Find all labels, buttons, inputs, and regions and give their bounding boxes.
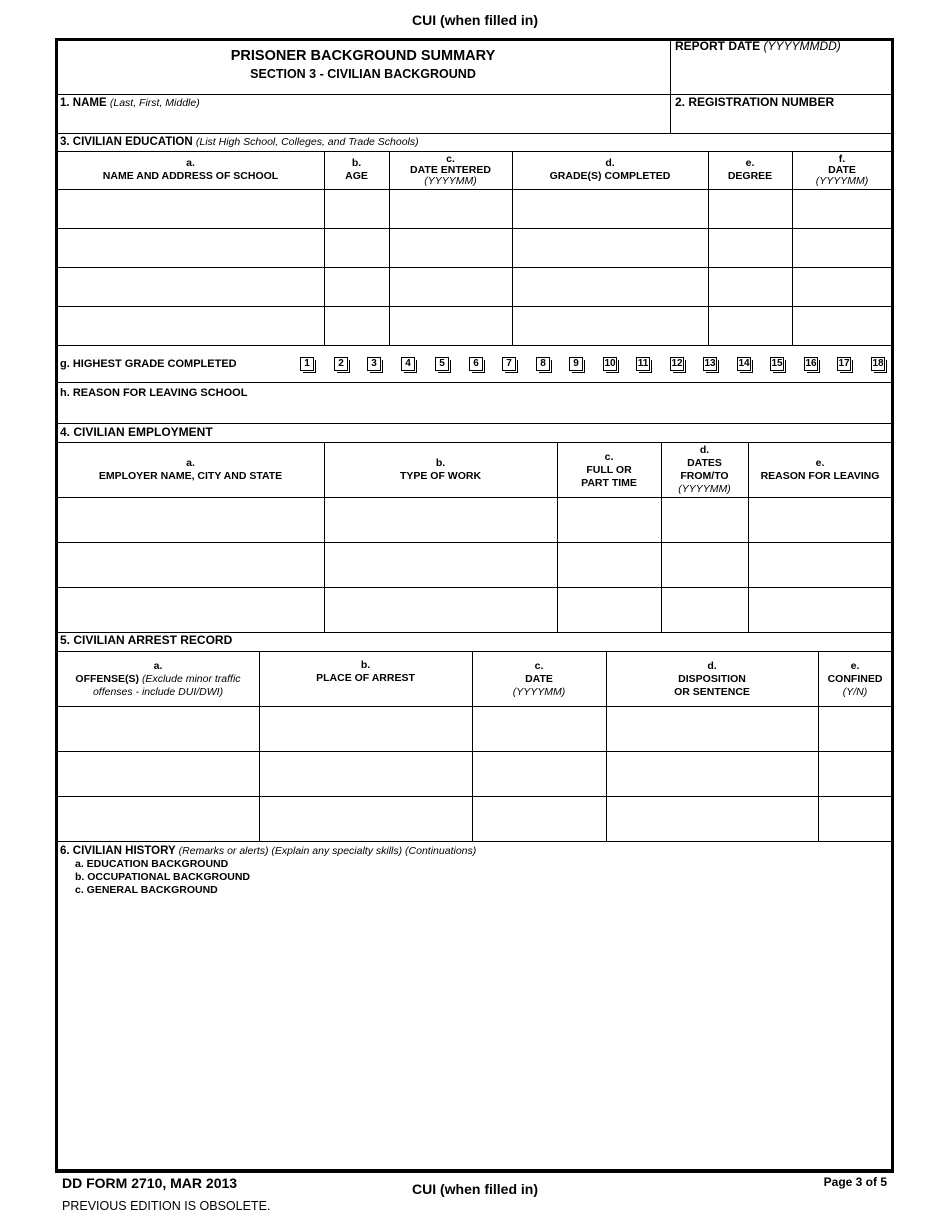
history-item-general: c. GENERAL BACKGROUND (75, 884, 218, 896)
emp-col-employer-header: a. EMPLOYER NAME, CITY AND STATE (98, 457, 283, 482)
education-row[interactable] (57, 307, 892, 345)
emp-col-fullpart-header: c. FULL OR PART TIME (581, 450, 637, 489)
report-date-field[interactable] (671, 55, 891, 93)
edu-col-date-header: f. DATE (YYYYMM) (815, 152, 869, 187)
history-item-education: a. EDUCATION BACKGROUND (75, 858, 229, 870)
page-number: Page 3 of 5 (823, 1175, 887, 1189)
edu-col-degree-header: e. DEGREE (727, 157, 773, 182)
history-remarks-field[interactable] (58, 900, 891, 1168)
arrest-col-date-header: c. DATE (YYYYMM) (512, 659, 566, 698)
grade-checkbox-5[interactable]: 5 (435, 357, 449, 371)
employment-row[interactable] (57, 588, 892, 632)
arrest-col-place-header: b. PLACE OF ARREST (316, 659, 415, 684)
grade-checkbox-9[interactable]: 9 (569, 357, 583, 371)
edu-col-date-entered-header: c. DATE ENTERED (YYYYMM) (410, 152, 491, 187)
grade-checkbox-10[interactable]: 10 (604, 358, 616, 369)
form-number: DD FORM 2710, MAR 2013 (62, 1175, 238, 1191)
edu-col-grades-header: d. GRADE(S) COMPLETED (549, 157, 671, 182)
education-row[interactable] (57, 190, 892, 228)
reason-leaving-school-label: h. REASON FOR LEAVING SCHOOL (60, 387, 248, 399)
name-field[interactable] (58, 110, 668, 132)
highest-grade-label: g. HIGHEST GRADE COMPLETED (60, 358, 237, 370)
emp-col-reason-header: e. REASON FOR LEAVING (760, 457, 880, 482)
grade-checkbox-8[interactable]: 8 (536, 357, 550, 371)
arrest-row[interactable] (57, 752, 892, 796)
education-label: 3. CIVILIAN EDUCATION (List High School, Colleges, and Trade Schools) (60, 136, 419, 148)
emp-col-type-header: b. TYPE OF WORK (399, 457, 482, 482)
arrest-row[interactable] (57, 707, 892, 751)
grade-checkbox-4[interactable]: 4 (401, 357, 415, 371)
arrest-row[interactable] (57, 797, 892, 841)
grade-checkbox-1[interactable]: 1 (300, 357, 314, 371)
education-row[interactable] (57, 268, 892, 306)
employment-row[interactable] (57, 543, 892, 587)
grade-checkbox-6[interactable]: 6 (469, 357, 483, 371)
grade-checkbox-15[interactable]: 15 (771, 358, 783, 369)
registration-label: 2. REGISTRATION NUMBER (675, 95, 835, 109)
grade-checkbox-17[interactable]: 17 (838, 358, 850, 369)
grade-checkbox-12[interactable]: 12 (671, 358, 683, 369)
grade-checkbox-14[interactable]: 14 (738, 358, 750, 369)
grade-checkbox-11[interactable]: 11 (637, 358, 649, 369)
report-date-label: REPORT DATE (YYYYMMDD) (675, 39, 841, 53)
employment-label: 4. CIVILIAN EMPLOYMENT (60, 425, 213, 439)
education-row[interactable] (57, 229, 892, 267)
arrest-label: 5. CIVILIAN ARREST RECORD (60, 633, 233, 647)
grade-checkbox-13[interactable]: 13 (704, 358, 716, 369)
form-subtitle: SECTION 3 - CIVILIAN BACKGROUND (250, 67, 476, 81)
arrest-col-confined-header: e. CONFINED (Y/N) (827, 659, 883, 698)
cui-marking-top: CUI (when filled in) (412, 12, 538, 28)
registration-field[interactable] (671, 110, 891, 132)
arrest-col-disposition-header: d. DISPOSITION OR SENTENCE (674, 659, 750, 698)
grade-checkbox-18[interactable]: 18 (872, 358, 884, 369)
emp-col-dates-header: d. DATES FROM/TO (YYYYMM) (678, 444, 731, 495)
grade-checkbox-3[interactable]: 3 (367, 357, 381, 371)
obsolete-note: PREVIOUS EDITION IS OBSOLETE. (62, 1199, 271, 1213)
history-item-occupational: b. OCCUPATIONAL BACKGROUND (75, 871, 250, 883)
name-label: 1. NAME (Last, First, Middle) (60, 97, 200, 109)
history-label: 6. CIVILIAN HISTORY (Remarks or alerts) (Explain any specialty skills) (Continuations) (60, 845, 477, 857)
edu-col-age-header: b. AGE (345, 157, 368, 182)
cui-marking-bottom: CUI (when filled in) (412, 1181, 538, 1197)
grade-checkbox-2[interactable]: 2 (334, 357, 348, 371)
arrest-col-offense-header: a. OFFENSE(S) (Exclude minor traffic offenses - include DUI/DWI) (75, 659, 241, 698)
employment-row[interactable] (57, 498, 892, 542)
edu-col-school-header: a. NAME AND ADDRESS OF SCHOOL (102, 157, 279, 182)
form-title: PRISONER BACKGROUND SUMMARY (230, 48, 496, 64)
grade-checkbox-16[interactable]: 16 (805, 358, 817, 369)
grade-checkbox-7[interactable]: 7 (502, 357, 516, 371)
reason-leaving-school-field[interactable] (58, 400, 891, 422)
